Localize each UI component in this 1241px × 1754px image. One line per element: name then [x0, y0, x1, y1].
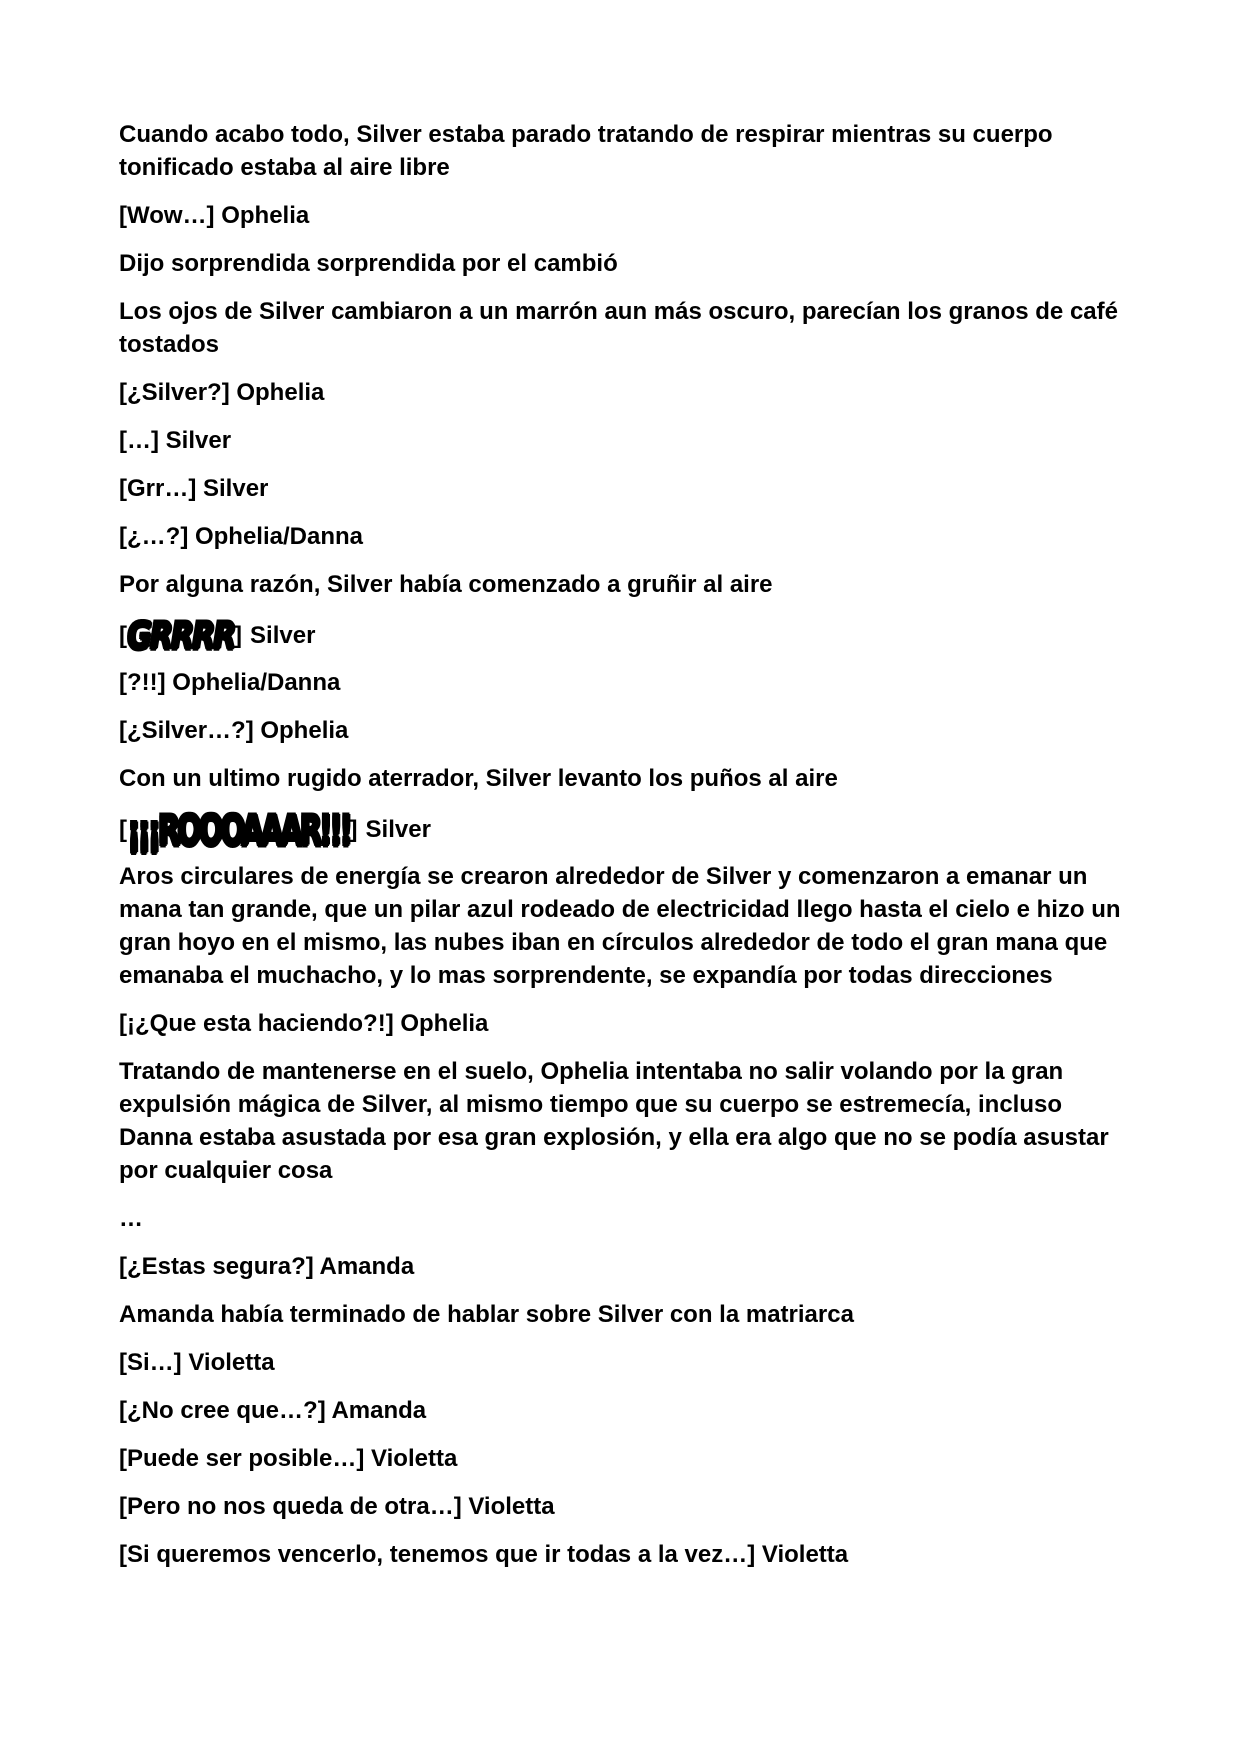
- narration-paragraph: Cuando acabo todo, Silver estaba parado tratando de respirar mientras su cuerpo tonificado estaba al aire libre: [119, 121, 1053, 181]
- dialogue-line: [¿Silver?] Ophelia: [119, 379, 325, 406]
- dialogue-line: [¡¿Que esta haciendo?!] Ophelia: [119, 1010, 489, 1037]
- scene-break: …: [119, 1205, 143, 1232]
- dialogue-line: [¿…?] Ophelia/Danna: [119, 523, 364, 550]
- document-body: [119, 118, 1129, 1586]
- dialogue-line: [Grr…] Silver: [119, 475, 269, 502]
- bracket-open: [: [119, 622, 127, 649]
- dialogue-line: [¿No cree que…?] Amanda: [119, 1397, 427, 1424]
- speaker-name: Silver: [250, 622, 316, 649]
- dialogue-line: [¿Estas segura?] Amanda: [119, 1253, 415, 1280]
- sound-effect-grrr: GRRRR: [127, 614, 235, 658]
- dialogue-line: [Wow…] Ophelia: [119, 202, 310, 229]
- narration-paragraph: Con un ultimo rugido aterrador, Silver levanto los puños al aire: [119, 765, 838, 792]
- narration-paragraph: Aros circulares de energía se crearon alrededor de Silver y comenzaron a emanar un mana tan grande, que un pilar azul rodeado de electricidad llego hasta el cielo e hizo un gran hoyo en el mismo, las nubes iban en círculos alrededor de todo el gran mana que emanaba el muchacho, y lo mas sorprendente, se expandía por todas direcciones: [119, 863, 1121, 989]
- narration-paragraph: Amanda había terminado de hablar sobre Silver con la matriarca: [119, 1301, 854, 1328]
- dialogue-line: [Si…] Violetta: [119, 1349, 275, 1376]
- dialogue-line: [?!!] Ophelia/Danna: [119, 669, 341, 696]
- speaker-name: Silver: [365, 816, 431, 843]
- sound-effect-line-grrr: [119, 616, 1129, 656]
- bracket-close: ]: [349, 816, 358, 843]
- dialogue-line: [Pero no nos queda de otra…] Violetta: [119, 1493, 555, 1520]
- dialogue-line: [Si queremos vencerlo, tenemos que ir todas a la vez…] Violetta: [119, 1541, 849, 1568]
- bracket-close: ]: [234, 622, 243, 649]
- dialogue-line: [Puede ser posible…] Violetta: [119, 1445, 458, 1472]
- sound-effect-roar: ¡¡¡ROOOAAAR!!!: [127, 805, 350, 855]
- narration-paragraph: Dijo sorprendida sorprendida por el cambió: [119, 250, 618, 277]
- dialogue-line: [¿Silver…?] Ophelia: [119, 717, 349, 744]
- narration-paragraph: Por alguna razón, Silver había comenzado a gruñir al aire: [119, 571, 773, 598]
- narration-paragraph: Tratando de mantenerse en el suelo, Ophelia intentaba no salir volando por la gran expulsión mágica de Silver, al mismo tiempo que su cuerpo se estremecía, incluso Danna estaba asustada por esa gran explosión, y ella era algo que no se podía asustar por cualquier cosa: [119, 1058, 1109, 1184]
- dialogue-line: […] Silver: [119, 427, 232, 454]
- sound-effect-line-roar: [119, 805, 1129, 855]
- bracket-open: [: [119, 816, 127, 843]
- narration-paragraph: Los ojos de Silver cambiaron a un marrón aun más oscuro, parecían los granos de café tostados: [119, 298, 1118, 358]
